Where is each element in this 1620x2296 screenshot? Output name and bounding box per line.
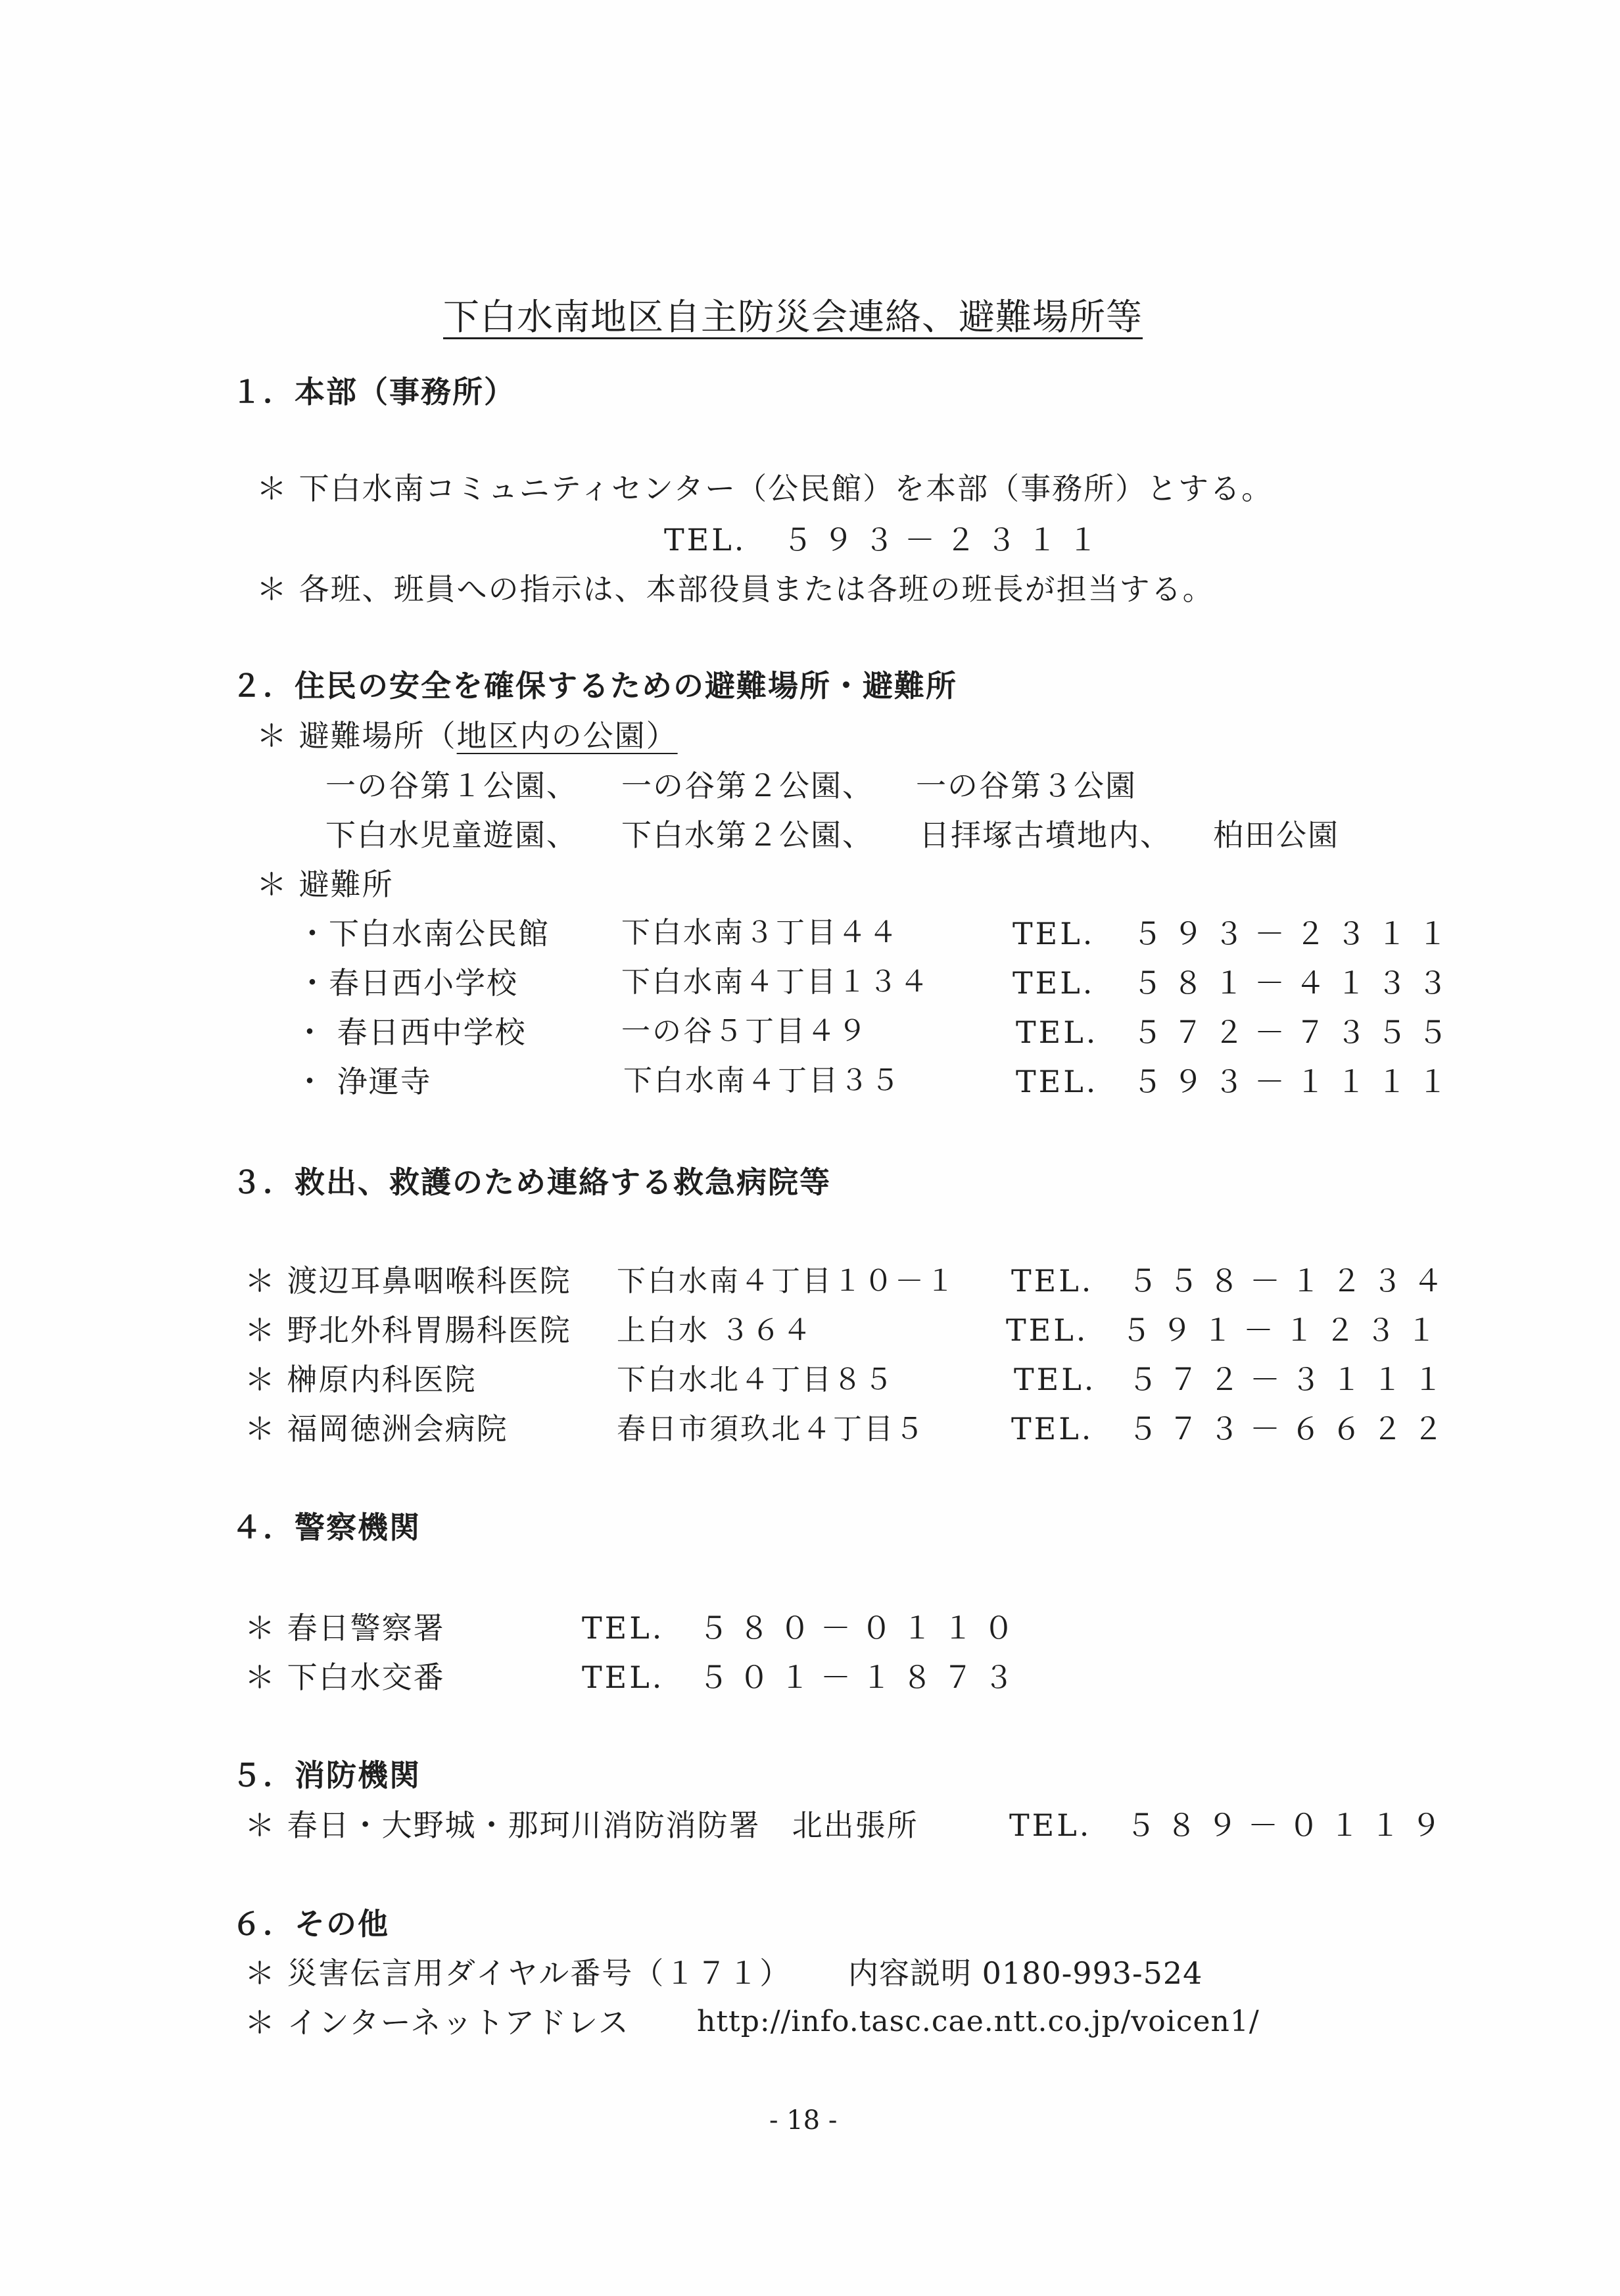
hospital-tel-label: TEL. (1014, 1362, 1097, 1397)
section-1-heading: １．本部（事務所） (231, 374, 515, 410)
hospital-tel: ５９１－１２３１ (1121, 1312, 1447, 1348)
park-item: 柏田公園 (1213, 817, 1339, 853)
shelter-name: ・ 春日西中学校 (295, 1015, 527, 1050)
shelter-tel: ５９３－１１１１ (1132, 1064, 1458, 1099)
police-name: ＊ 春日警察署 (245, 1610, 445, 1646)
section-6-heading: ６．その他 (231, 1906, 389, 1942)
police-tel: ５０１－１８７３ (698, 1660, 1024, 1695)
shelter-tel: ５９３－２３１１ (1132, 916, 1458, 951)
hospital-tel-label: TEL. (1006, 1312, 1089, 1348)
hospital-name: ＊ 榊原内科医院 (245, 1362, 477, 1397)
section-5-heading: ５．消防機関 (231, 1758, 421, 1793)
hospital-tel-label: TEL. (1011, 1263, 1094, 1299)
disaster-dial-label: ＊ 災害伝言用ダイヤル番号（１７１） (245, 1955, 792, 1991)
page-title: 下白水南地区自主防災会連絡、避難場所等 (443, 296, 1143, 338)
hospital-tel: ５７３－６６２２ (1128, 1411, 1454, 1447)
police-tel-label: TEL. (582, 1610, 665, 1646)
shelter-name: ・下白水南公民館 (297, 916, 550, 951)
police-name: ＊ 下白水交番 (245, 1660, 445, 1695)
shelters-label: ＊ 避難所 (256, 867, 394, 902)
shelter-tel: ５７２－７３５５ (1132, 1015, 1458, 1050)
hospital-name: ＊ 福岡徳洲会病院 (245, 1411, 508, 1447)
hospital-address: 下白水南４丁目１０－１ (617, 1264, 957, 1298)
evacuation-areas-label (256, 718, 678, 753)
hospital-address: 上白水 ３６４ (617, 1314, 813, 1347)
park-item: 下白水第２公園、 (621, 817, 874, 853)
shelter-tel-label: TEL. (1012, 916, 1095, 951)
shelter-address: 下白水南４丁目１３４ (621, 965, 930, 999)
hospital-name: ＊ 渡辺耳鼻咽喉科医院 (245, 1263, 571, 1299)
hq-tel-number: ５９３－２３１１ (782, 522, 1108, 558)
hospital-name: ＊ 野北外科胃腸科医院 (245, 1312, 571, 1348)
park-item: 一の谷第３公園 (916, 768, 1137, 803)
evacuation-areas-underlined: 地区内の公園） (456, 718, 678, 753)
internet-address-label: ＊ インターネットアドレス (245, 2005, 630, 2040)
hospital-tel: ５７２－３１１１ (1128, 1362, 1454, 1397)
fire-station-name: ＊ 春日・大野城・那珂川消防消防署 北出張所 (245, 1807, 918, 1843)
shelter-tel-label: TEL. (1016, 1064, 1099, 1099)
section-4-heading: ４．警察機関 (231, 1510, 421, 1545)
hospital-address: 春日市須玖北４丁目５ (617, 1412, 926, 1446)
hospital-address: 下白水北４丁目８５ (617, 1363, 895, 1397)
page-number: - 18 - (769, 2105, 838, 2136)
shelter-address: 下白水南３丁目４４ (621, 916, 899, 949)
park-item: 一の谷第１公園、 (325, 768, 578, 803)
hospital-tel-label: TEL. (1011, 1411, 1094, 1447)
internet-address-url[interactable]: http://info.tasc.cae.ntt.co.jp/voicen1/ (697, 2005, 1260, 2038)
disaster-dial-description: 内容説明 0180-993-524 (848, 1955, 1203, 1991)
evacuation-areas-prefix: ＊ 避難場所（ (256, 718, 457, 753)
police-tel: ５８０－０１１０ (698, 1610, 1024, 1646)
police-tel-label: TEL. (582, 1660, 665, 1695)
shelter-name: ・ 浄運寺 (295, 1064, 432, 1099)
shelter-name: ・春日西小学校 (297, 965, 518, 1001)
section-2-heading: ２．住民の安全を確保するための避難場所・避難所 (231, 668, 957, 704)
park-item: 日拝塚古墳地内、 (919, 817, 1172, 853)
shelter-address: 下白水南４丁目３５ (623, 1064, 901, 1097)
section-3-heading: ３．救出、救護のため連絡する救急病院等 (231, 1164, 831, 1200)
hq-tel-label: TEL. (664, 522, 747, 558)
fire-station-tel: ５８９－０１１９ (1126, 1807, 1452, 1843)
fire-station-tel-label: TEL. (1009, 1807, 1092, 1843)
park-item: 一の谷第２公園、 (621, 768, 874, 803)
shelter-tel-label: TEL. (1016, 1015, 1099, 1050)
hospital-tel: ５５８－１２３４ (1128, 1263, 1454, 1299)
park-item: 下白水児童遊園、 (325, 817, 578, 853)
shelter-tel-label: TEL. (1012, 965, 1095, 1001)
hq-description: ＊ 下白水南コミュニティセンター（公民館）を本部（事務所）とする。 (256, 471, 1274, 506)
shelter-address: 一の谷５丁目４９ (621, 1015, 869, 1048)
shelter-tel: ５８１－４１３３ (1132, 965, 1458, 1001)
hq-instructions: ＊ 各班、班員への指示は、本部役員または各班の班長が担当する。 (256, 571, 1214, 607)
